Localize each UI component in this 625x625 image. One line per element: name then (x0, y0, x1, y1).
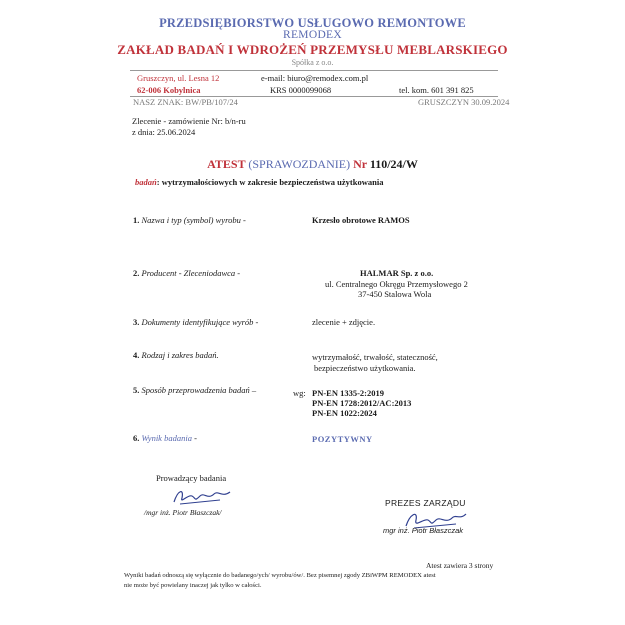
company-name: PRZEDSIĘBIORSTWO USŁUGOWO REMONTOWE (159, 16, 466, 30)
page-count-note: Atest zawiera 3 strony (426, 561, 494, 570)
item-2-label (133, 268, 240, 278)
item-2-number: 2. (133, 268, 140, 278)
item-5-standard-1: PN-EN 1335-2:2019 (312, 388, 385, 398)
left-signatory-title: Prowadzący badania (156, 473, 227, 483)
subtitle-prefix: badań (135, 177, 157, 187)
title-number: 110/24/W (369, 157, 418, 171)
title-nr: Nr (353, 157, 367, 171)
left-signatory-name: /mgr inż. Piotr Błaszczak/ (144, 508, 222, 517)
footer-disclaimer-line1: Wyniki badań odnoszą się wyłącznie do badanego/ych/ wyrobu/ów/. Bez pisemnej zgody ZBiWPM REMODEX atest (124, 572, 436, 579)
header-divider-top (130, 70, 498, 71)
item-6-number: 6. (133, 433, 140, 443)
item-2-street: ul. Centralnego Okręgu Przemysłowego 2 (325, 279, 468, 289)
order-date: z dnia: 25.06.2024 (132, 127, 196, 137)
address-phone: tel. kom. 601 391 825 (399, 85, 474, 95)
item-3-value: zlecenie + zdjęcie. (312, 317, 376, 327)
item-4-label (133, 350, 219, 360)
item-1-label (133, 215, 246, 225)
item-1-label-text: Nazwa i typ (symbol) wyrobu - (141, 215, 246, 225)
company-brand: REMODEX (283, 29, 342, 41)
company-legal-form: Spółka z o.o. (291, 58, 334, 67)
item-1-number: 1. (133, 215, 140, 225)
item-2-company: HALMAR Sp. z o.o. (360, 268, 434, 278)
item-4-number: 4. (133, 350, 140, 360)
item-5-standard-2: PN-EN 1728:2012/AC:2013 (312, 398, 412, 408)
item-5-standard-3: PN-EN 1022:2024 (312, 408, 377, 418)
footer-disclaimer-line2: nie może być powielany inaczej jak tylko w całości. (124, 582, 262, 589)
item-3-label-text: Dokumenty identyfikujące wyrób - (141, 317, 259, 327)
order-number: Zlecenie - zamówienie Nr: b/n-ru (132, 116, 246, 126)
item-3-label (133, 317, 258, 327)
company-division: ZAKŁAD BADAŃ I WDROŻEŃ PRZEMYSŁU MEBLARSKIEGO (117, 42, 508, 57)
left-signature-icon (170, 484, 235, 508)
subtitle-text: : wytrzymałościowych w zakresie bezpieczeństwa użytkowania (156, 177, 384, 187)
address-city: 62-006 Kobylnica (137, 85, 201, 95)
document-title (0, 157, 625, 172)
our-reference: NASZ ZNAK: BW/PB/107/24 (133, 97, 238, 107)
title-atest: ATEST (207, 157, 246, 171)
item-5-label (133, 385, 256, 395)
item-5-number: 5. (133, 385, 140, 395)
document-subtitle (135, 177, 383, 187)
address-krs: KRS 0000099068 (270, 85, 332, 95)
title-report: (SPRAWOZDANIE) (248, 157, 351, 171)
item-4-value-line2: bezpieczeństwo użytkowania. (314, 363, 416, 373)
item-6-dash: - (191, 433, 197, 443)
item-1-value: Krzesło obrotowe RAMOS (312, 215, 410, 225)
item-5-wg: wg: (293, 388, 306, 398)
item-4-value-line1: wytrzymałość, trwałość, stateczność, (312, 352, 438, 362)
item-3-number: 3. (133, 317, 140, 327)
item-6-value: POZYTYWNY (312, 434, 373, 444)
address-street: Gruszczyn, ul. Lesna 12 (137, 73, 220, 83)
item-6-label (133, 433, 197, 443)
right-signatory-title: PREZES ZARZĄDU (385, 498, 466, 508)
item-6-label-text: Wynik badania (141, 433, 192, 443)
item-2-city: 37-450 Stalowa Wola (358, 289, 432, 299)
address-email: e-mail: biuro@remodex.com.pl (261, 73, 369, 83)
item-5-label-text: Sposób przeprowadzenia badań – (141, 385, 257, 395)
right-signatory-name: mgr inż. Piotr Błaszczak (383, 526, 464, 535)
item-4-label-text: Rodzaj i zakres badań. (141, 350, 219, 360)
place-date: GRUSZCZYN 30.09.2024 (418, 97, 510, 107)
item-2-label-text: Producent - Zleceniodawca - (141, 268, 241, 278)
